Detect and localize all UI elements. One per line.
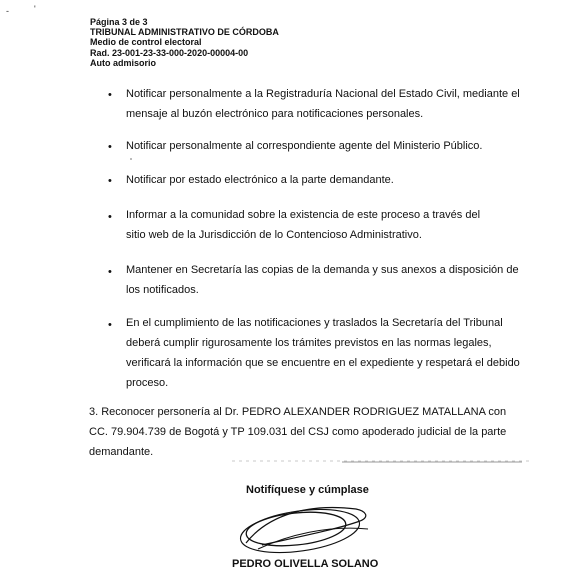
list-item-line: Notificar personalmente al correspondiente agente del Ministerio Público. [126,140,483,152]
list-item-line: sitio web de la Jurisdicción de lo Contencioso Administrativo. [126,229,422,241]
list-item-line: proceso. [126,377,169,389]
bullet-symbol: • [108,141,112,153]
paragraph-line: 3. Reconocer personería al Dr. PEDRO ALEXANDER RODRIGUEZ MATALLANA con [89,406,507,418]
control-type: Medio de control electoral [90,37,202,48]
page-mark: ' [34,4,36,14]
page-number: Página 3 de 3 [90,17,148,27]
scan-speck [130,158,132,160]
resolution-paragraph [89,402,525,462]
list-item [126,170,524,190]
document-header [90,17,279,68]
list-item-line: verificará la información que se encuentre en el expediente y respetará el debido [126,357,520,369]
bullet-symbol: • [108,211,112,223]
list-item-line: los notificados. [126,284,199,296]
faint-underline [232,459,532,465]
list-item [126,260,524,300]
list-item [126,205,524,245]
list-item-line: Mantener en Secretaría las copias de la demanda y sus anexos a disposición de [126,264,519,276]
list-item [126,136,524,156]
bullet-symbol: • [108,175,112,187]
list-item [126,313,524,393]
bullet-symbol: • [108,319,112,331]
list-item-line: Notificar por estado electrónico a la parte demandante. [126,174,394,186]
radicado-number: Rad. 23-001-23-33-000-2020-00004-00 [90,47,249,58]
paragraph-line: CC. 79.904.739 de Bogotá y TP 109.031 del CSJ como apoderado judicial de la parte [89,426,507,438]
paragraph-line: demandante. [89,446,154,458]
list-item-line: mensaje al buzón electrónico para notificaciones personales. [126,108,424,120]
bullet-symbol: • [108,89,112,101]
court-name: TRIBUNAL ADMINISTRATIVO DE CÓRDOBA [90,27,279,38]
handwritten-signature [238,495,378,557]
page-mark: - [6,6,9,16]
list-item [126,84,524,124]
list-item-line: deberá cumplir rigurosamente los trámites previstos en las normas legales, [126,337,492,349]
bullet-symbol: • [108,266,112,278]
document-type: Auto admisorio [90,57,157,68]
closing-formula: Notifíquese y cúmplase [246,484,369,496]
signer-name: PEDRO OLIVELLA SOLANO [232,558,379,570]
list-item-line: En el cumplimiento de las notificaciones y traslados la Secretaría del Tribunal [126,317,503,329]
list-item-line: Informar a la comunidad sobre la existencia de este proceso a través del [126,209,481,221]
list-item-line: Notificar personalmente a la Registraduría Nacional del Estado Civil, mediante el [126,88,520,100]
